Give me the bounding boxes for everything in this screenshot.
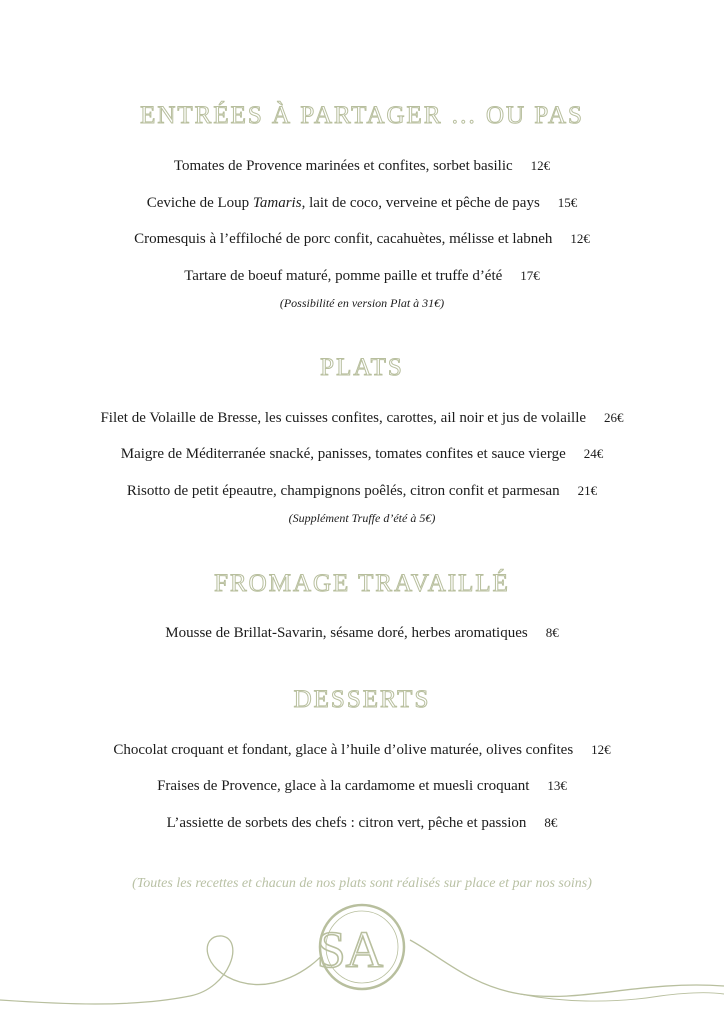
item-price: 8€ bbox=[544, 815, 558, 830]
menu-item bbox=[0, 446, 724, 463]
menu-item bbox=[0, 778, 724, 795]
item-name: L’assiette de sorbets des chefs : citron vert, pêche et passion bbox=[166, 815, 527, 831]
entrees-note: (Possibilité en version Plat à 31€) bbox=[279, 296, 445, 310]
item-name-italic: Tamaris bbox=[252, 195, 302, 211]
item-price: 26€ bbox=[604, 410, 624, 425]
monogram-letters: SA bbox=[316, 922, 384, 979]
item-price: 24€ bbox=[583, 446, 604, 461]
item-name: Chocolat croquant et fondant, glace à l’huile d’olive maturée, olives confites bbox=[113, 742, 574, 758]
menu-item bbox=[0, 231, 724, 248]
desserts-title: DESSERTS bbox=[293, 686, 431, 713]
item-name: Filet de Volaille de Bresse, les cuisses confites, carottes, ail noir et jus de volaille bbox=[100, 410, 587, 426]
menu-item bbox=[0, 815, 724, 832]
menu-item bbox=[0, 410, 724, 427]
item-name: Fraises de Provence, glace à la cardamome et muesli croquant bbox=[157, 778, 530, 794]
item-price: 12€ bbox=[530, 158, 551, 173]
item-name: Tomates de Provence marinées et confites, sorbet basilic bbox=[173, 158, 513, 174]
menu-item bbox=[0, 742, 724, 759]
item-name: Ceviche de Loup Tamaris, lait de coco, verveine et pêche de pays bbox=[146, 195, 540, 211]
plats-title: PLATS bbox=[320, 354, 404, 381]
menu-item bbox=[0, 158, 724, 175]
item-name: Risotto de petit épeautre, champignons poêlés, citron confit et parmesan bbox=[126, 483, 560, 499]
item-price: 8€ bbox=[545, 625, 559, 640]
plats-note: (Supplément Truffe d’été à 5€) bbox=[288, 511, 436, 525]
footnote: (Toutes les recettes et chacun de nos plats sont réalisés sur place et par nos soins) bbox=[132, 876, 592, 891]
menu-item bbox=[0, 195, 724, 212]
item-name: Cromesquis à l’effiloché de porc confit, cacahuètes, mélisse et labneh bbox=[134, 231, 553, 247]
menu-item bbox=[0, 268, 724, 285]
item-price: 15€ bbox=[557, 195, 578, 210]
entrees-title: ENTRÉES À PARTAGER … OU PAS bbox=[140, 102, 584, 129]
menu-item bbox=[0, 625, 724, 642]
item-name: Maigre de Méditerranée snacké, panisses, tomates confites et sauce vierge bbox=[120, 446, 566, 462]
item-name: Mousse de Brillat-Savarin, sésame doré, herbes aromatiques bbox=[165, 625, 528, 641]
item-price: 17€ bbox=[520, 268, 540, 283]
decorative-flourish bbox=[0, 900, 724, 1024]
item-name: Tartare de boeuf maturé, pomme paille et truffe d’été bbox=[184, 268, 503, 284]
menu-item bbox=[0, 483, 724, 500]
item-price: 12€ bbox=[570, 231, 590, 246]
item-price: 13€ bbox=[547, 778, 567, 793]
item-price: 12€ bbox=[591, 742, 611, 757]
monogram-logo-icon bbox=[317, 905, 404, 989]
item-price: 21€ bbox=[577, 483, 598, 498]
fromage-title: FROMAGE TRAVAILLÉ bbox=[214, 570, 510, 597]
